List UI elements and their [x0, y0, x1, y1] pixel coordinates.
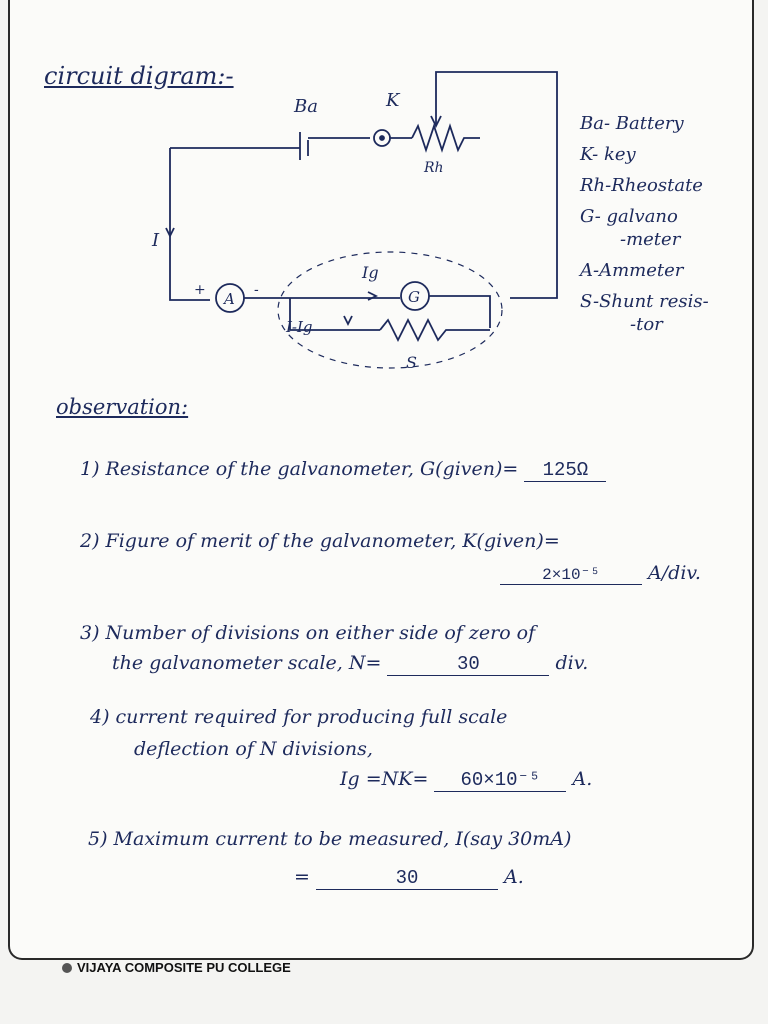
label-minus: - [254, 282, 259, 298]
legend-item: A-Ammeter [580, 260, 684, 281]
legend-item: -tor [630, 314, 663, 335]
obs3-value: 30 [387, 653, 549, 676]
obs5-text: 5) Maximum current to be measured, I(say 30mA) [88, 828, 572, 850]
obs5-eq: = [294, 866, 310, 888]
legend-item: Rh-Rheostate [580, 175, 703, 196]
label-rheostat: Rh [424, 160, 444, 176]
observation-4-line3 [340, 768, 592, 792]
obs4-text2: deflection of N divisions, [134, 738, 373, 760]
shunt-symbol [380, 320, 490, 340]
obs5-unit: A. [504, 866, 524, 888]
observation-2 [80, 530, 560, 552]
wire-left [170, 148, 210, 300]
legend [580, 108, 709, 340]
label-ammeter: A [224, 290, 235, 308]
legend-item: G- galvano [580, 206, 678, 227]
obs1-value: 125Ω [524, 459, 606, 482]
legend-item: -meter [620, 229, 681, 250]
college-logo-icon [62, 963, 72, 973]
observation-3 [80, 622, 535, 644]
obs4-text1: 4) current required for producing full scale [90, 706, 508, 728]
label-current: I [152, 230, 160, 251]
circuit-diagram [150, 60, 570, 380]
obs4-formula: Ig =NK= [340, 768, 429, 790]
observation-2-value-line [500, 562, 701, 585]
label-ig: Ig [362, 263, 379, 282]
observation-3-line2 [112, 652, 588, 676]
obs1-text: 1) Resistance of the galvanometer, G(given)= [80, 458, 519, 480]
obs4-value: 60×10⁻⁵ [434, 768, 566, 792]
obs4-unit: A. [572, 768, 593, 790]
obs2-text: 2) Figure of merit of the galvanometer, K(given)= [80, 530, 560, 552]
legend-item: K- key [580, 144, 636, 165]
conversion-boundary [278, 252, 502, 368]
obs3-text1: 3) Number of divisions on either side of zero of [80, 622, 536, 644]
observation-4-line2 [134, 738, 373, 760]
obs2-unit: A/div. [648, 562, 701, 584]
footer-text: VIJAYA COMPOSITE PU COLLEGE [77, 960, 291, 975]
obs3-text2: the galvanometer scale, N= [112, 652, 382, 674]
label-battery: Ba [294, 96, 318, 117]
college-footer [62, 960, 291, 975]
observation-4 [90, 706, 507, 728]
label-plus: + [194, 282, 206, 298]
observation-5 [88, 828, 571, 850]
legend-item: Ba- Battery [580, 113, 684, 134]
observation-heading: observation: [56, 395, 189, 419]
label-galvanometer: G [408, 288, 420, 306]
observation-1 [80, 458, 606, 482]
obs5-value: 30 [316, 867, 498, 890]
obs2-value: 2×10⁻⁵ [500, 564, 642, 585]
label-key: K [386, 90, 400, 111]
obs3-unit: div. [555, 652, 589, 674]
observation-5-line2 [294, 866, 524, 890]
circuit-heading: circuit digram:- [44, 62, 234, 90]
label-shunt: S [406, 353, 417, 372]
rheostat-symbol [412, 126, 480, 150]
wire-right [436, 72, 557, 298]
label-i-ig: I-Ig [286, 318, 313, 336]
legend-item: S-Shunt resis- [580, 291, 709, 312]
